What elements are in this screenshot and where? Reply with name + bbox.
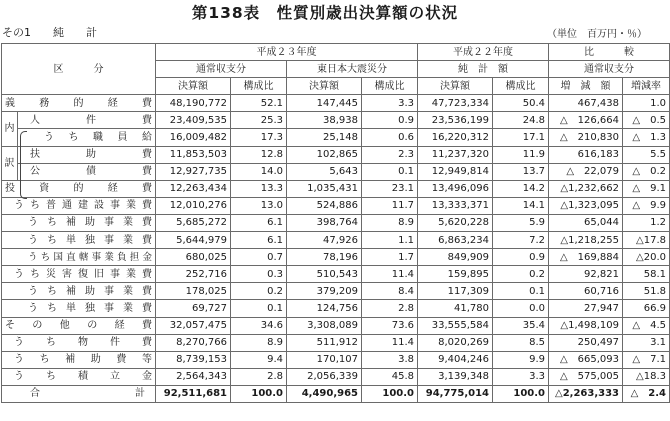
cell-disaster-ratio: 11.4 [362, 266, 418, 283]
cell-change-rate: △ 4.5 [623, 317, 670, 334]
table-row [2, 317, 670, 334]
header-fy23: 平成２３年度 [156, 44, 418, 61]
cell-change-rate: △ 9.1 [623, 180, 670, 197]
cell-regular-ratio: 0.2 [231, 283, 287, 300]
cell-regular-ratio: 0.7 [231, 249, 287, 266]
cell-disaster-ratio: 11.4 [362, 334, 418, 351]
cell-change-rate: △17.8 [623, 232, 670, 249]
table-row [2, 163, 670, 180]
cell-regular-ratio: 100.0 [231, 385, 287, 402]
cell-regular-amount: 48,190,772 [156, 95, 231, 112]
cell-change-rate: 5.5 [623, 146, 670, 163]
cell-change-rate: 1.2 [623, 214, 670, 231]
row-label: うち補助費等 [2, 351, 156, 368]
cell-net-amount: 6,863,234 [418, 232, 493, 249]
cell-net-amount: 13,496,096 [418, 180, 493, 197]
cell-regular-amount: 680,025 [156, 249, 231, 266]
table-row-total [2, 385, 670, 402]
cell-change-amount: △ 665,093 [549, 351, 623, 368]
cell-disaster-ratio: 0.6 [362, 129, 418, 146]
header-comparison: 比 較 [549, 44, 670, 61]
cell-disaster-ratio: 1.1 [362, 232, 418, 249]
row-label: うち補助事業費 [2, 283, 156, 300]
row-label: うち職員給 [18, 129, 156, 146]
table-row [2, 129, 670, 146]
cell-change-rate: 66.9 [623, 300, 670, 317]
cell-net-ratio: 14.2 [493, 180, 549, 197]
uchiwake-marker-top: 内 [2, 112, 18, 146]
cell-change-rate: 58.1 [623, 266, 670, 283]
cell-disaster-amount: 524,886 [287, 197, 362, 214]
cell-disaster-amount: 124,756 [287, 300, 362, 317]
cell-regular-amount: 32,057,475 [156, 317, 231, 334]
cell-net-ratio: 9.9 [493, 351, 549, 368]
cell-net-ratio: 0.1 [493, 283, 549, 300]
header-fy22: 平成２２年度 [418, 44, 549, 61]
cell-regular-amount: 8,739,153 [156, 351, 231, 368]
header-regular: 通常収支分 [156, 61, 287, 78]
cell-regular-amount: 2,564,343 [156, 368, 231, 385]
cell-disaster-ratio: 23.1 [362, 180, 418, 197]
cell-net-ratio: 0.0 [493, 300, 549, 317]
cell-net-amount: 23,536,199 [418, 112, 493, 129]
cell-net-ratio: 17.1 [493, 129, 549, 146]
table-row [2, 334, 670, 351]
cell-disaster-ratio: 8.4 [362, 283, 418, 300]
cell-regular-ratio: 0.3 [231, 266, 287, 283]
cell-change-amount: 65,044 [549, 214, 623, 231]
cell-regular-amount: 12,263,434 [156, 180, 231, 197]
cell-disaster-ratio: 2.8 [362, 300, 418, 317]
cell-change-amount: △ 22,079 [549, 163, 623, 180]
table-row [2, 283, 670, 300]
table-row [2, 95, 670, 112]
cell-net-amount: 5,620,228 [418, 214, 493, 231]
cell-net-amount: 159,895 [418, 266, 493, 283]
cell-regular-ratio: 12.8 [231, 146, 287, 163]
cell-net-ratio: 0.9 [493, 249, 549, 266]
cell-change-rate: 3.1 [623, 334, 670, 351]
cell-regular-amount: 8,270,766 [156, 334, 231, 351]
row-label: うち積立金 [2, 368, 156, 385]
row-label: 義務的経費 [2, 95, 156, 112]
row-label: うち補助事業費 [2, 214, 156, 231]
cell-disaster-amount: 1,035,431 [287, 180, 362, 197]
cell-change-rate: 1.0 [623, 95, 670, 112]
cell-regular-ratio: 25.3 [231, 112, 287, 129]
row-label: うち単独事業費 [2, 300, 156, 317]
row-label: うち災害復旧事業費 [2, 266, 156, 283]
row-label: 人件費 [18, 112, 156, 129]
cell-disaster-ratio: 0.9 [362, 112, 418, 129]
cell-regular-ratio: 8.9 [231, 334, 287, 351]
row-label: うち国直轄事業負担金 [2, 249, 156, 266]
row-label: 扶助費 [18, 146, 156, 163]
cell-net-amount: 849,909 [418, 249, 493, 266]
cell-disaster-amount: 38,938 [287, 112, 362, 129]
cell-regular-ratio: 52.1 [231, 95, 287, 112]
row-label: 公債費 [18, 163, 156, 180]
table-row [2, 300, 670, 317]
cell-change-amount: △1,232,662 [549, 180, 623, 197]
cell-regular-amount: 5,685,272 [156, 214, 231, 231]
page-title: 第138表 性質別歳出決算額の状況 [191, 4, 459, 22]
table-row [2, 180, 670, 197]
cell-disaster-amount: 511,912 [287, 334, 362, 351]
table-subtitle: その1 純 計 [2, 26, 97, 39]
cell-change-amount: 467,438 [549, 95, 623, 112]
cell-disaster-ratio: 3.3 [362, 95, 418, 112]
cell-change-amount: △1,323,095 [549, 197, 623, 214]
table-row [2, 146, 670, 163]
cell-disaster-amount: 3,308,089 [287, 317, 362, 334]
cell-change-amount: △ 126,664 [549, 112, 623, 129]
cell-disaster-ratio: 100.0 [362, 385, 418, 402]
cell-net-amount: 13,333,371 [418, 197, 493, 214]
cell-regular-ratio: 9.4 [231, 351, 287, 368]
cell-regular-amount: 69,727 [156, 300, 231, 317]
cell-disaster-amount: 170,107 [287, 351, 362, 368]
uchiwake-brace [20, 131, 27, 199]
cell-disaster-ratio: 73.6 [362, 317, 418, 334]
cell-change-rate: △ 9.9 [623, 197, 670, 214]
cell-change-rate: △ 1.3 [623, 129, 670, 146]
cell-net-ratio: 8.5 [493, 334, 549, 351]
cell-change-rate: △ 0.2 [623, 163, 670, 180]
cell-change-amount: △2,263,333 [549, 385, 623, 402]
cell-disaster-amount: 102,865 [287, 146, 362, 163]
expenditure-table [1, 43, 670, 403]
cell-change-amount: △ 210,830 [549, 129, 623, 146]
cell-change-rate: △20.0 [623, 249, 670, 266]
cell-net-amount: 12,949,814 [418, 163, 493, 180]
cell-change-amount: 27,947 [549, 300, 623, 317]
cell-disaster-ratio: 8.9 [362, 214, 418, 231]
cell-regular-ratio: 17.3 [231, 129, 287, 146]
uchiwake-marker-bottom: 訳 [2, 146, 18, 180]
table-row [2, 249, 670, 266]
cell-regular-amount: 12,927,735 [156, 163, 231, 180]
cell-disaster-amount: 5,643 [287, 163, 362, 180]
cell-disaster-ratio: 1.7 [362, 249, 418, 266]
cell-regular-ratio: 6.1 [231, 214, 287, 231]
header-ratio: 構成比 [493, 78, 549, 95]
header-disaster: 東日本大震災分 [287, 61, 418, 78]
cell-net-ratio: 13.7 [493, 163, 549, 180]
cell-net-amount: 41,780 [418, 300, 493, 317]
cell-net-amount: 117,309 [418, 283, 493, 300]
cell-change-amount: △1,498,109 [549, 317, 623, 334]
table-row [2, 197, 670, 214]
cell-net-ratio: 100.0 [493, 385, 549, 402]
row-label: うち単独事業費 [2, 232, 156, 249]
header-amount: 決算額 [418, 78, 493, 95]
table-row [2, 266, 670, 283]
table-row [2, 368, 670, 385]
table-row [2, 214, 670, 231]
cell-change-rate: 51.8 [623, 283, 670, 300]
cell-net-amount: 47,723,334 [418, 95, 493, 112]
cell-change-rate: △18.3 [623, 368, 670, 385]
cell-change-rate: △ 2.4 [623, 385, 670, 402]
cell-net-amount: 9,404,246 [418, 351, 493, 368]
table-row [2, 112, 670, 129]
cell-net-ratio: 0.2 [493, 266, 549, 283]
cell-regular-amount: 12,010,276 [156, 197, 231, 214]
cell-net-amount: 33,555,584 [418, 317, 493, 334]
header-amount: 決算額 [287, 78, 362, 95]
header-category: 区 分 [2, 44, 156, 95]
cell-change-amount: 60,716 [549, 283, 623, 300]
header-amount: 決算額 [156, 78, 231, 95]
table-row [2, 232, 670, 249]
cell-net-amount: 11,237,320 [418, 146, 493, 163]
cell-disaster-amount: 4,490,965 [287, 385, 362, 402]
cell-disaster-ratio: 11.7 [362, 197, 418, 214]
table-row [2, 351, 670, 368]
cell-regular-ratio: 14.0 [231, 163, 287, 180]
cell-disaster-ratio: 0.1 [362, 163, 418, 180]
cell-disaster-amount: 398,764 [287, 214, 362, 231]
cell-change-amount: △ 169,884 [549, 249, 623, 266]
cell-disaster-amount: 78,196 [287, 249, 362, 266]
cell-net-amount: 3,139,348 [418, 368, 493, 385]
header-ratio: 構成比 [231, 78, 287, 95]
cell-change-rate: △ 7.1 [623, 351, 670, 368]
header-net-total: 純 計 額 [418, 61, 549, 78]
row-label: 合計 [2, 385, 156, 402]
cell-net-ratio: 7.2 [493, 232, 549, 249]
cell-change-rate: △ 0.5 [623, 112, 670, 129]
cell-net-ratio: 14.1 [493, 197, 549, 214]
cell-change-amount: 616,183 [549, 146, 623, 163]
cell-net-ratio: 5.9 [493, 214, 549, 231]
cell-disaster-amount: 47,926 [287, 232, 362, 249]
cell-net-ratio: 11.9 [493, 146, 549, 163]
cell-disaster-amount: 2,056,339 [287, 368, 362, 385]
cell-regular-amount: 23,409,535 [156, 112, 231, 129]
cell-disaster-amount: 25,148 [287, 129, 362, 146]
cell-regular-ratio: 13.3 [231, 180, 287, 197]
cell-regular-amount: 5,644,979 [156, 232, 231, 249]
cell-disaster-amount: 147,445 [287, 95, 362, 112]
cell-net-ratio: 3.3 [493, 368, 549, 385]
cell-regular-amount: 178,025 [156, 283, 231, 300]
cell-regular-amount: 16,009,482 [156, 129, 231, 146]
cell-regular-ratio: 13.0 [231, 197, 287, 214]
cell-net-amount: 16,220,312 [418, 129, 493, 146]
cell-net-amount: 8,020,269 [418, 334, 493, 351]
unit-note: （単位 百万円・％） [547, 29, 647, 40]
header-change: 増 減 額 [549, 78, 623, 95]
cell-regular-amount: 11,853,503 [156, 146, 231, 163]
cell-disaster-ratio: 2.3 [362, 146, 418, 163]
cell-regular-ratio: 6.1 [231, 232, 287, 249]
cell-net-ratio: 35.4 [493, 317, 549, 334]
cell-regular-ratio: 2.8 [231, 368, 287, 385]
cell-disaster-ratio: 45.8 [362, 368, 418, 385]
cell-net-ratio: 50.4 [493, 95, 549, 112]
cell-net-amount: 94,775,014 [418, 385, 493, 402]
header-change-rate: 増減率 [623, 78, 670, 95]
row-label: うち普通建設事業費 [2, 197, 156, 214]
row-label: うち物件費 [2, 334, 156, 351]
header-regular-cmp: 通常収支分 [549, 61, 670, 78]
cell-disaster-amount: 510,543 [287, 266, 362, 283]
cell-disaster-ratio: 3.8 [362, 351, 418, 368]
cell-change-amount: 92,821 [549, 266, 623, 283]
row-label: その他の経費 [2, 317, 156, 334]
cell-net-ratio: 24.8 [493, 112, 549, 129]
cell-change-amount: △ 575,005 [549, 368, 623, 385]
cell-regular-amount: 252,716 [156, 266, 231, 283]
cell-regular-ratio: 0.1 [231, 300, 287, 317]
cell-change-amount: △1,218,255 [549, 232, 623, 249]
row-label: 投資的経費 [2, 180, 156, 197]
cell-regular-ratio: 34.6 [231, 317, 287, 334]
cell-change-amount: 250,497 [549, 334, 623, 351]
cell-disaster-amount: 379,209 [287, 283, 362, 300]
header-ratio: 構成比 [362, 78, 418, 95]
cell-regular-amount: 92,511,681 [156, 385, 231, 402]
